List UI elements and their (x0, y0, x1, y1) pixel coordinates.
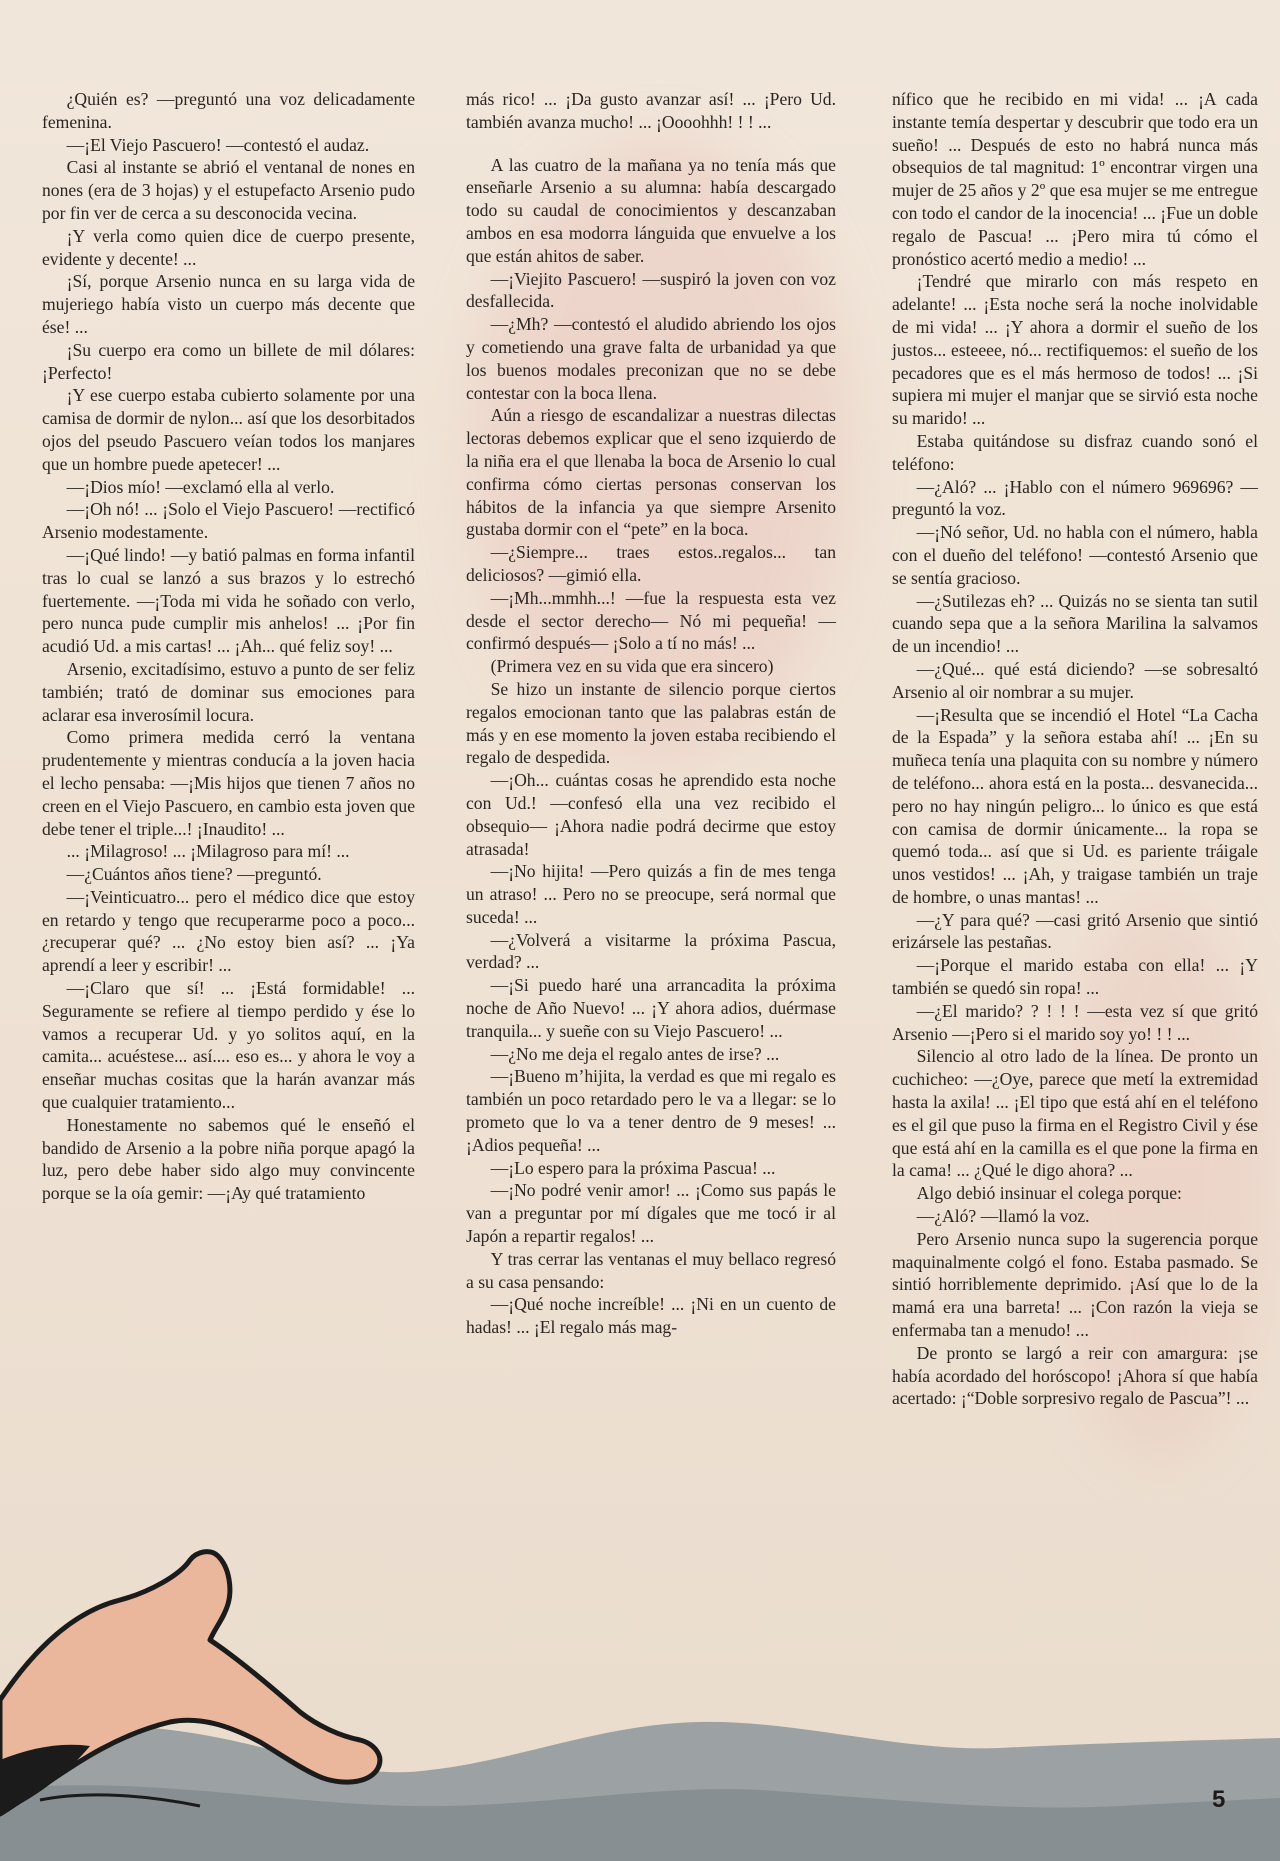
paragraph: —¡Si puedo haré una arrancadita la próxima noche de Año Nuevo! ... ¡Y ahora adios, duérmase tranquila... y sueñe con su Viejo Pascuero! ... (466, 975, 836, 1041)
paragraph: —¿Y para qué? —casi gritó Arsenio que sintió erizársele las pestañas. (892, 909, 1258, 953)
paragraph: —¿Cuántos años tiene? —preguntó. (66, 864, 322, 885)
paragraph: Como primera medida cerró la ventana prudentemente y mientras conducía a la joven hacia el lecho pensaba: —¡Mis hijos que tienen 7 años no creen en el Viejo Pascuero, en cambio esta joven que debe tener el triple...! ¡Inaudito! ... (42, 727, 415, 839)
article-column-3 (892, 88, 1258, 1410)
paragraph: —¡El Viejo Pascuero! —contestó el audaz. (66, 134, 370, 155)
paragraph: —¡No hijita! —Pero quizás a fin de mes tenga un atraso! ... Pero no se preocupe, será normal que suceda! ... (466, 861, 836, 927)
paragraph: —¿Sutilezas eh? ... Quizás no se sienta tan sutil cuando sepa que a la señora Marilina la salvamos de un incendio! ... (892, 590, 1258, 657)
paragraph: —¿El marido? ? ! ! ! —esta vez sí que gritó Arsenio —¡Pero si el marido soy yo! ! ! ... (892, 1000, 1258, 1044)
paragraph: —¿Qué... qué está diciendo? —se sobresaltó Arsenio al oir nombrar a su mujer. (892, 658, 1258, 702)
paragraph: más rico! ... ¡Da gusto avanzar así! ... ¡Pero Ud. también avanza mucho! ... ¡Oooohhh! ! ! ... (466, 89, 836, 132)
paragraph: —¡No podré venir amor! ... ¡Como sus papás le van a preguntar por mí dígales que me tocó ir al Japón a repartir regalos! ... (466, 1180, 836, 1247)
paragraph: —¿Mh? —contestó el aludido abriendo los ojos y cometiendo una grave falta de urbanidad ya que los buenos modales preconizan que no se debe contestar con la boca llena. (466, 314, 836, 403)
article-column-1 (42, 88, 415, 1205)
page-number: 5 (1212, 1786, 1226, 1813)
paragraph: —¿No me deja el regalo antes de irse? ... (490, 1043, 780, 1064)
paragraph: —¡Porque el marido estaba con ella! ... ¡Y también se quedó sin ropa! ... (892, 955, 1258, 999)
paragraph: ¡Y ese cuerpo estaba cubierto solamente por una camisa de dormir de nylon... así que los desorbitados ojos del pseudo Pascuero veían todos los manjares que un hombre puede apetecer! ... (42, 385, 415, 474)
paragraph: Silencio al otro lado de la línea. De pronto un cuchicheo: —¿Oye, parece que metí la extremidad hasta la axila! ... ¡El tipo que está ahí en el teléfono es el gil que puso la firma en el Registro Civil y ése que está ahí en la camilla es el que pone la firma en la cama! ... ¿Qué le digo ahora? ... (892, 1046, 1258, 1181)
paragraph: —¿Volverá a visitarme la próxima Pascua, verdad? ... (466, 929, 836, 973)
paragraph: —¡Bueno m’hijita, la verdad es que mi regalo es también un poco retardado pero le va a llegar: se lo prometo que lo va a tener dentro de 9 meses! ... ¡Adios pequeña! ... (466, 1066, 836, 1155)
paragraph: Honestamente no sabemos qué le enseñó el bandido de Arsenio a la pobre niña porque apagó la luz, pero debe haber sido algo muy convincente porque se la oía gemir: —¡Ay qué tratamiento (42, 1114, 415, 1204)
paragraph: Estaba quitándose su disfraz cuando sonó el teléfono: (892, 430, 1258, 474)
paragraph: Algo debió insinuar el colega porque: (916, 1183, 1182, 1204)
paragraph: Aún a riesgo de escandalizar a nuestras dilectas lectoras debemos explicar que el seno izquierdo de la niña era el que llenaba la boca de Arsenio lo cual confirma cómo ciertas personas conservan los hábitos de la infancia ya que siempre Arsenito gustaba dormir con el “pete” en la boca. (466, 405, 836, 540)
paragraph: —¡Dios mío! —exclamó ella al verlo. (66, 476, 335, 497)
paragraph: ¿Quién es? —preguntó una voz delicadamente femenina. (42, 89, 415, 132)
paragraph: —¿Siempre... traes estos..regalos... tan deliciosos? —gimió ella. (466, 542, 836, 585)
paragraph: —¡Viejito Pascuero! —suspiró la joven con voz desfallecida. (466, 268, 836, 312)
paragraph: —¡Lo espero para la próxima Pascua! ... (490, 1157, 776, 1178)
paragraph: —¡Oh nó! ... ¡Solo el Viejo Pascuero! —rectificó Arsenio modestamente. (42, 499, 415, 543)
paragraph: —¡Nó señor, Ud. no habla con el número, habla con el dueño del teléfono! —contestó Arsenio que se sentía gracioso. (892, 522, 1258, 588)
paragraph: ¡Tendré que mirarlo con más respeto en adelante! ... ¡Esta noche será la noche inolvidable de mi vida! ... ¡Y ahora a dormir el sueño de los justos... esteeee, nó... rectifiquemos: el sueño de los pecadores que es el más hermoso de todos! ... ¡Si supiera mi mujer el manjar que se sirvió esta noche su marido! ... (892, 271, 1258, 429)
paragraph: A las cuatro de la mañana ya no tenía más que enseñarle Arsenio a su alumna: había descargado todo su caudal de conocimientos y descanzaban ambos en esa modorra lánguida que envuelve a los que están ahitos de saber. (466, 154, 836, 266)
paragraph: —¿Aló? —llamó la voz. (916, 1206, 1090, 1227)
paragraph: —¡Claro que sí! ... ¡Está formidable! ... Seguramente se refiere al tiempo perdido y ése lo vamos a recuperar Ud. y yo solitos aquí, en la camita... acuéstese... así.... eso es... y ahora le voy a enseñar muchas cositas que la harán avanzar más que cualquier tratamiento... (42, 978, 415, 1113)
paragraph: —¡Veinticuatro... pero el médico dice que estoy en retardo y tengo que recuperarme poco a poco... ¿recuperar qué? ... ¿No estoy bien así? ... ¡Ya aprendí a leer y escribir! ... (42, 886, 415, 976)
paragraph: —¡Mh...mmhh...! —fue la respuesta esta vez desde el sector derecho— Nó mi pequeña! —confirmó después— ¡Solo a tí no más! ... (466, 587, 836, 654)
paragraph: ¡Y verla como quien dice de cuerpo presente, evidente y decente! ... (42, 225, 415, 269)
paragraph: De pronto se largó a reir con amargura: ¡se había acordado del horóscopo! ¡Ahora sí que había acertado: ¡“Doble sorpresivo regalo de Pascua”! ... (892, 1342, 1258, 1409)
paragraph: —¿Aló? ... ¡Hablo con el número 969696? —preguntó la voz. (892, 476, 1258, 520)
paragraph: Pero Arsenio nunca supo la sugerencia porque maquinalmente colgó el fono. Estaba pasmado. Se sintió horriblemente deprimido. ¡Así que lo de la mamá era una barreta! ... ¡Con razón la vieja se enfermaba tan a menudo! ... (892, 1228, 1258, 1341)
paragraph: ¡Sí, porque Arsenio nunca en su larga vida de mujeriego había visto un cuerpo más decente que ése! ... (42, 271, 415, 337)
paragraph: nífico que he recibido en mi vida! ... ¡A cada instante temía despertar y descubrir que todo era un sueño! ... Después de esto no habrá nunca más obsequios de tal magnitud: 1º encontrar virgen una mujer de 25 años y 2º que esa mujer se me entregue con todo el candor de la inocencia! ... ¡Fue un doble regalo de Pascua! ... ¡Pero mira tú cómo el pronóstico acertó medio a medio! ... (892, 89, 1258, 269)
paragraph: ... ¡Milagroso! ... ¡Milagroso para mí! ... (66, 841, 350, 862)
paragraph: ¡Su cuerpo era como un billete de mil dólares: ¡Perfecto! (42, 339, 415, 383)
paragraph: —¡Qué lindo! —y batió palmas en forma infantil tras lo cual se lanzó a sus brazos y lo estrechó fuertemente. —¡Toda mi vida he soñado con verlo, pero nunca pude cumplir mis anhelos! ... ¡Por fin acudió Ud. a mis cartas! ... ¡Ah... qué feliz soy! ... (42, 544, 415, 657)
paragraph: Arsenio, excitadísimo, estuvo a punto de ser feliz también; trató de dominar sus emociones para aclarar esa inverosímil locura. (42, 658, 415, 725)
paragraph: Y tras cerrar las ventanas el muy bellaco regresó a su casa pensando: (466, 1248, 836, 1292)
paragraph: (Primera vez en su vida que era sincero) (490, 656, 774, 677)
paragraph: Se hizo un instante de silencio porque ciertos regalos emocionan tanto que las palabras están de más y en ese momento la joven estaba recibiendo el regalo de despedida. (466, 678, 836, 768)
paragraph: —¡Resulta que se incendió el Hotel “La Cacha de la Espada” y la señora estaba ahí! ... ¡En su muñeca tenía una plaquita con su nombre y número de teléfono... ahora está en la posta... desvanecida... pero no hay ningún peligro... lo único es que está con camisa de dormir únicamente... la ropa se quemó toda... así que si Ud. es pariente tráigale unos vestidos! ... ¡Ah, y traigase también un traje de hombre, o unas mantas! ... (892, 704, 1258, 907)
paragraph: Casi al instante se abrió el ventanal de nones en nones (era de 3 hojas) y el estupefacto Arsenio pudo por fin ver de cerca a su desconocida vecina. (42, 157, 415, 223)
article-column-2 (466, 88, 836, 1339)
paragraph: —¡Qué noche increíble! ... ¡Ni en un cuento de hadas! ... ¡El regalo más mag- (466, 1294, 836, 1338)
paragraph: —¡Oh... cuántas cosas he aprendido esta noche con Ud.! —confesó ella una vez recibido el obsequio— ¡Ahora nadie podrá decirme que estoy atrasada! (466, 770, 836, 859)
